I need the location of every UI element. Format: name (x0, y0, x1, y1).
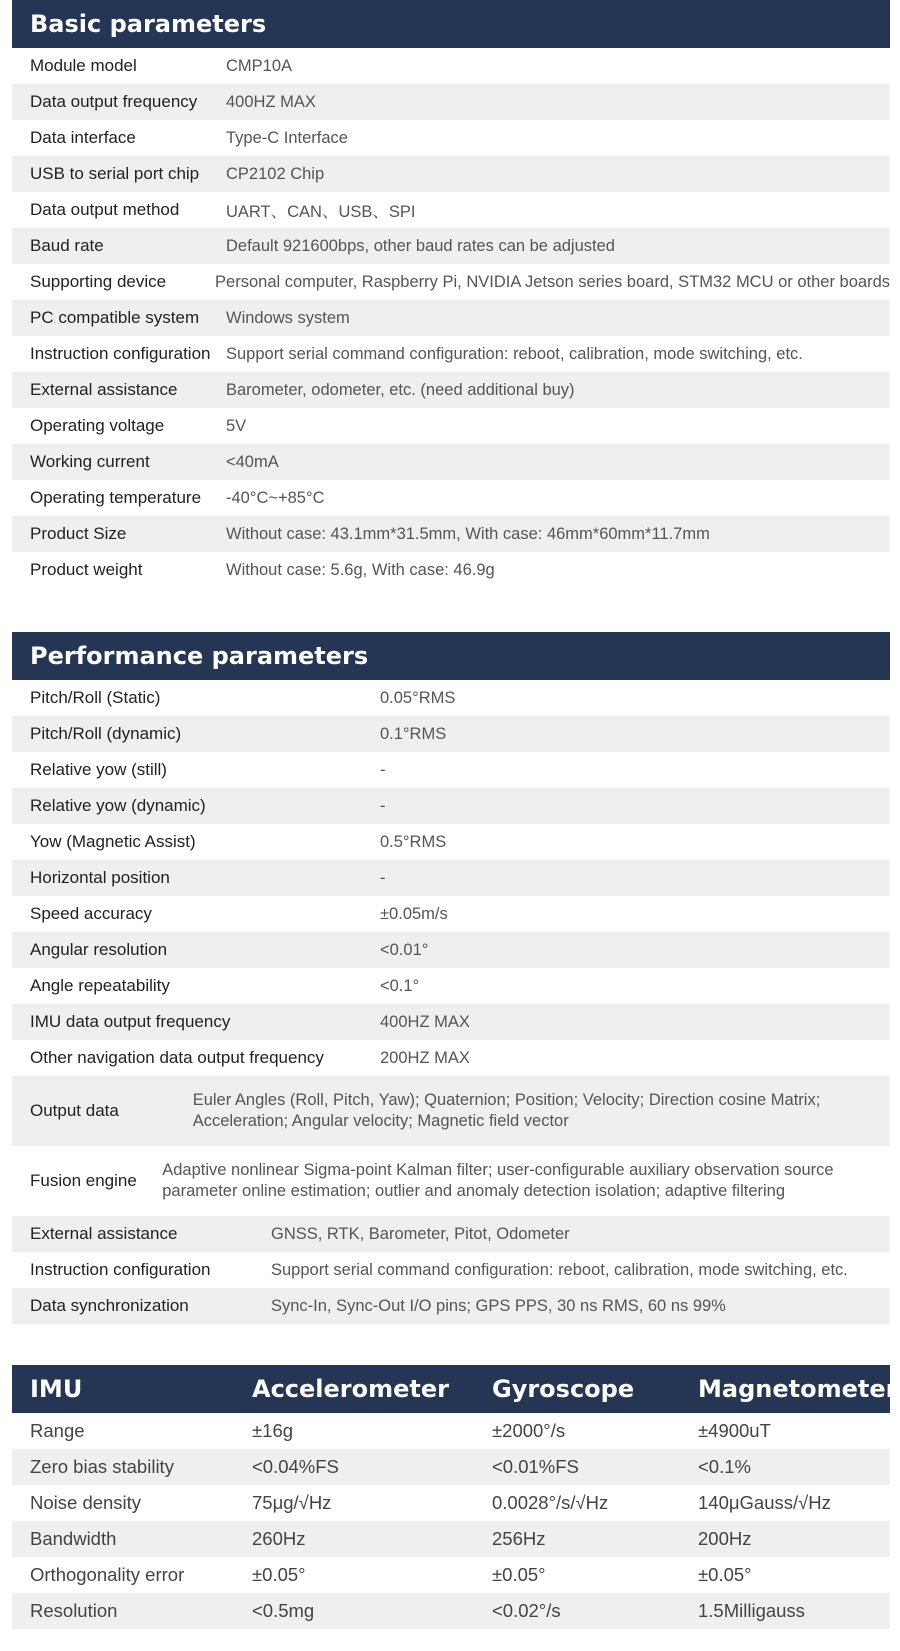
row-value: Euler Angles (Roll, Pitch, Yaw); Quaternion; Position; Velocity; Direction cosine Matrix; Acceleration; Angular velocity; Magnetic field vector (192, 1090, 821, 1130)
row-label: Working current (30, 452, 150, 471)
row-label: Yow (Magnetic Assist) (30, 832, 196, 851)
performance-parameters-header (12, 632, 890, 680)
imu-table-header (12, 1365, 898, 1413)
row-label: Instruction configuration (30, 344, 211, 363)
imu-cell: <0.5mg (252, 1600, 315, 1621)
table-row (12, 372, 890, 408)
table-row (12, 552, 890, 588)
table-row (12, 480, 890, 516)
row-value: - (380, 796, 386, 815)
row-label: Product weight (30, 560, 143, 579)
row-label: Pitch/Roll (dynamic) (30, 724, 182, 743)
imu-row (12, 1557, 890, 1593)
performance-parameters-section (12, 632, 890, 1324)
row-label: Other navigation data output frequency (30, 1048, 324, 1067)
table-row (12, 716, 890, 752)
table-row (12, 1146, 890, 1216)
imu-row-label: Bandwidth (30, 1528, 117, 1549)
row-value: 0.5°RMS (380, 832, 447, 851)
imu-cell: 0.0028°/s/√Hz (492, 1492, 609, 1513)
row-label: Relative yow (still) (30, 760, 167, 779)
row-value: Personal computer, Raspberry Pi, NVIDIA Jetson series board, STM32 MCU or other boards (215, 272, 890, 291)
imu-table (12, 1365, 898, 1629)
row-label: Operating temperature (30, 488, 202, 507)
row-label: Speed accuracy (30, 904, 152, 923)
row-value: - (380, 760, 386, 779)
imu-row (12, 1593, 890, 1629)
table-row (12, 752, 890, 788)
row-value: <40mA (226, 452, 279, 471)
table-row (12, 336, 890, 372)
row-value: Support serial command configuration: reboot, calibration, mode switching, etc. (226, 344, 803, 363)
imu-row-label: Range (30, 1420, 85, 1441)
row-value: Without case: 5.6g, With case: 46.9g (226, 560, 495, 579)
row-label: Pitch/Roll (Static) (30, 688, 161, 707)
imu-cell: <0.01%FS (492, 1456, 579, 1477)
imu-header-cell: Accelerometer (252, 1375, 450, 1403)
row-value: Windows system (226, 308, 350, 327)
imu-row-label: Noise density (30, 1492, 142, 1513)
row-value: Barometer, odometer, etc. (need additional buy) (226, 380, 575, 399)
table-row (12, 192, 890, 228)
imu-cell: 75μg/√Hz (252, 1492, 332, 1513)
imu-cell: 256Hz (492, 1528, 546, 1549)
row-value: Adaptive nonlinear Sigma-point Kalman filter; user-configurable auxiliary observation source parameter online estimation; outlier and anomaly detection isolation; adaptive filtering (162, 1160, 834, 1200)
imu-cell: ±0.05° (492, 1564, 546, 1585)
row-label: External assistance (30, 380, 178, 399)
imu-row (12, 1413, 890, 1449)
row-value: 5V (226, 416, 247, 435)
imu-cell: <0.1% (698, 1456, 751, 1477)
row-value: 0.05°RMS (380, 688, 456, 707)
table-row (12, 1004, 890, 1040)
table-row (12, 1252, 890, 1288)
table-row (12, 680, 890, 716)
table-row (12, 120, 890, 156)
row-value: UART、CAN、USB、SPI (226, 203, 416, 221)
row-value: ±0.05m/s (380, 904, 448, 923)
imu-cell: 140μGauss/√Hz (698, 1492, 831, 1513)
row-label: Data synchronization (30, 1296, 189, 1315)
imu-cell: ±2000°/s (492, 1420, 566, 1441)
basic-parameters-title: Basic parameters (30, 10, 267, 38)
row-label: Product Size (30, 524, 127, 543)
table-row (12, 932, 890, 968)
row-value: <0.01° (380, 940, 429, 959)
row-value: CMP10A (226, 56, 293, 75)
table-row (12, 444, 890, 480)
table-row (12, 1288, 890, 1324)
row-label: Instruction configuration (30, 1260, 211, 1279)
row-value: 400HZ MAX (380, 1012, 470, 1031)
row-label: Fusion engine (30, 1171, 137, 1190)
row-label: Relative yow (dynamic) (30, 796, 206, 815)
table-row (12, 516, 890, 552)
table-row (12, 1076, 890, 1146)
performance-parameters-title: Performance parameters (30, 642, 369, 670)
table-row (12, 48, 890, 84)
row-label: PC compatible system (30, 308, 200, 327)
imu-cell: ±0.05° (252, 1564, 306, 1585)
imu-row-label: Zero bias stability (30, 1456, 174, 1477)
row-label: Angular resolution (30, 940, 168, 959)
imu-header-cell: IMU (30, 1375, 83, 1403)
imu-cell: ±4900uT (698, 1420, 771, 1441)
table-row (12, 1216, 890, 1252)
imu-row (12, 1485, 890, 1521)
table-row (12, 228, 890, 264)
table-row (12, 156, 890, 192)
imu-cell: <0.04%FS (252, 1456, 339, 1477)
table-row (12, 1040, 890, 1076)
row-label: Baud rate (30, 236, 104, 255)
row-value: Type-C Interface (226, 128, 348, 147)
imu-row (12, 1521, 890, 1557)
row-label: External assistance (30, 1224, 178, 1243)
imu-cell: <0.02°/s (492, 1600, 561, 1621)
row-value: <0.1° (380, 976, 420, 995)
imu-row-label: Orthogonality error (30, 1564, 185, 1585)
table-row (12, 860, 890, 896)
row-label: Data output frequency (30, 92, 198, 111)
basic-parameters-section (12, 0, 890, 588)
row-label: Operating voltage (30, 416, 165, 435)
row-value: Without case: 43.1mm*31.5mm, With case: 46mm*60mm*11.7mm (226, 524, 710, 543)
row-label: Module model (30, 56, 137, 75)
row-value: GNSS, RTK, Barometer, Pitot, Odometer (271, 1224, 570, 1243)
row-label: IMU data output frequency (30, 1012, 231, 1031)
table-row (12, 968, 890, 1004)
imu-cell: 200Hz (698, 1528, 752, 1549)
table-row (12, 788, 890, 824)
table-row (12, 408, 890, 444)
row-label: Horizontal position (30, 868, 170, 887)
imu-row (12, 1449, 890, 1485)
imu-cell: ±0.05° (698, 1564, 752, 1585)
row-value: Sync-In, Sync-Out I/O pins; GPS PPS, 30 ns RMS, 60 ns 99% (271, 1296, 726, 1315)
row-value: 0.1°RMS (380, 724, 447, 743)
row-value: Default 921600bps, other baud rates can be adjusted (226, 236, 615, 255)
imu-cell: 1.5Milligauss (698, 1600, 805, 1621)
row-label: Data interface (30, 128, 136, 147)
table-row (12, 896, 890, 932)
row-value: -40°C~+85°C (226, 488, 325, 507)
table-row (12, 824, 890, 860)
row-value: - (380, 868, 386, 887)
imu-row-label: Resolution (30, 1600, 118, 1621)
row-value: 400HZ MAX (226, 92, 316, 111)
table-row (12, 300, 890, 336)
table-row (12, 264, 890, 300)
imu-cell: ±16g (252, 1420, 294, 1441)
row-label: USB to serial port chip (30, 164, 200, 183)
row-value: CP2102 Chip (226, 164, 325, 183)
row-value: Support serial command configuration: reboot, calibration, mode switching, etc. (271, 1260, 848, 1279)
row-label: Angle repeatability (30, 976, 170, 995)
basic-parameters-header (12, 0, 890, 48)
row-label: Data output method (30, 200, 180, 219)
imu-header-cell: Gyroscope (492, 1375, 635, 1403)
row-label: Output data (30, 1101, 119, 1120)
imu-cell: 260Hz (252, 1528, 306, 1549)
row-label: Supporting device (30, 272, 167, 291)
table-row (12, 84, 890, 120)
row-value: 200HZ MAX (380, 1048, 470, 1067)
imu-header-cell: Magnetometer (698, 1375, 898, 1403)
